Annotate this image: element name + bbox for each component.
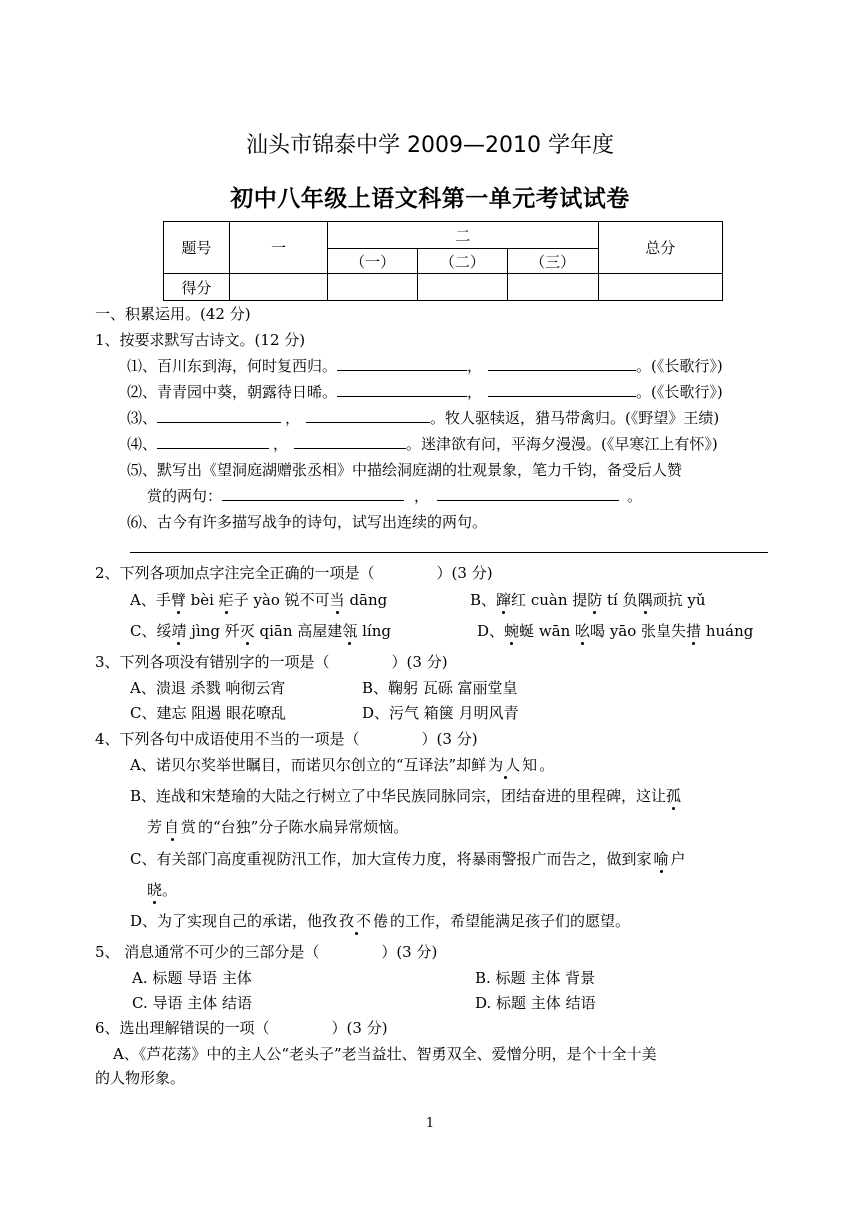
emphasized-text: 当 <box>329 591 345 609</box>
text-run: 4、下列各句中成语使用不当的一项是（ <box>95 730 360 748</box>
q1-item-6: ⑹、古今有许多描写战争的诗句，试写出连续的两句。 <box>127 513 488 531</box>
text-run: ）(3 分) <box>421 730 478 748</box>
text-run: ⑴、百川东到海，何时复西归。 <box>127 357 338 375</box>
q6-option-a-line1: A、《芦花荡》中的主人公“老头子”老当益壮、智勇双全、爱憎分明，是个十全十美 <box>113 1045 657 1063</box>
score-cell-part1[interactable] <box>229 274 328 301</box>
q3-option-b: B、鞠躬 瓦砾 富丽堂皇 <box>362 679 518 697</box>
q3-option-a: A、溃退 杀戮 响彻云宵 <box>130 679 286 697</box>
question-6-stem <box>95 1018 388 1038</box>
score-table-sub2: （二） <box>418 249 508 274</box>
answer-blank[interactable] <box>437 486 619 501</box>
question-1-stem: 1、按要求默写古诗文。(12 分) <box>95 331 306 349</box>
question-5-stem <box>95 942 437 962</box>
text-run: 。 <box>162 881 178 899</box>
q1-item-2 <box>127 382 723 402</box>
text-run: qiān 高屋建 <box>254 622 343 640</box>
q2-option-b <box>470 590 706 610</box>
q4-option-d <box>130 911 630 931</box>
text-run: 的“台独”分子陈水扁异常烦恼。 <box>198 818 409 836</box>
answer-blank[interactable] <box>488 382 636 397</box>
text-run: 3、下列各项没有错别字的一项是（ <box>95 653 330 671</box>
question-3-stem <box>95 652 448 672</box>
answer-blank[interactable] <box>306 408 430 423</box>
text-run: 赏的两句： <box>147 487 223 505</box>
emphasized-text: 芳自赏 <box>147 818 199 836</box>
text-run: 蜒 wān <box>519 622 576 640</box>
emphasized-text: 措 <box>686 622 702 640</box>
section-heading: 一、积累运用。(42 分) <box>95 305 251 323</box>
text-run: 顽抗 yǔ <box>652 591 706 609</box>
score-table-row-label: 得分 <box>164 274 230 301</box>
question-4-stem <box>95 729 478 749</box>
emphasized-text: 孤 <box>666 787 682 805</box>
answer-blank[interactable] <box>488 356 636 371</box>
exam-paper-title: 初中八年级上语文科第一单元考试试卷 <box>230 186 630 212</box>
text-run: ， <box>467 383 483 401</box>
score-cell-total[interactable] <box>598 274 722 301</box>
score-table-header-part1: 一 <box>229 222 328 274</box>
q4-option-a <box>130 755 554 775</box>
text-run: 子 yào 锐不可 <box>233 591 330 609</box>
text-run: A、诺贝尔奖举世瞩目，而诺贝尔创立的“互译法”却 <box>130 756 472 774</box>
page-number: 1 <box>425 1116 435 1131</box>
q2-option-c <box>130 621 391 641</box>
text-run: 。牧人驱犊返，猎马带禽归。(《野望》王绩) <box>430 409 720 427</box>
q1-item-5-line2 <box>147 486 642 506</box>
q5-option-a: A. 标题 导语 主体 <box>132 969 252 987</box>
q2-option-a <box>130 590 387 610</box>
emphasized-text: 臂 <box>170 591 186 609</box>
text-run: ⑶、 <box>127 409 158 427</box>
score-table-header-total: 总分 <box>598 222 722 274</box>
text-run: ， <box>285 409 301 427</box>
text-run: jìng 歼 <box>186 622 240 640</box>
text-run: 。(《长歌行》) <box>636 357 723 375</box>
q4-option-c-line1 <box>130 849 688 869</box>
text-run: C、绥 <box>130 622 172 640</box>
text-run: dāng <box>344 591 388 609</box>
text-run: ， <box>414 487 430 505</box>
emphasized-text: 吆 <box>575 622 591 640</box>
text-run: ， <box>467 357 483 375</box>
q5-option-b: B. 标题 主体 背景 <box>475 969 596 987</box>
answer-blank[interactable] <box>294 434 406 449</box>
emphasized-text: 鲜为人知 <box>471 756 540 774</box>
answer-blank[interactable] <box>337 356 467 371</box>
text-run: A、手 <box>130 591 171 609</box>
q3-option-c: C、建忘 阻遏 眼花嘹乱 <box>130 704 287 722</box>
q2-option-d <box>477 621 753 641</box>
text-run: ）(3 分) <box>436 564 493 582</box>
text-run: 。迷津欲有问，平海夕漫漫。(《早寒江上有怀》) <box>406 435 718 453</box>
text-run: bèi <box>185 591 219 609</box>
answer-blank[interactable] <box>157 434 269 449</box>
answer-blank[interactable] <box>337 382 467 397</box>
emphasized-text: 晓 <box>147 881 163 899</box>
q1-item-5-line1: ⑸、默写出《望洞庭湖赠张丞相》中描绘洞庭湖的壮观景象，笔力千钧，备受后人赞 <box>127 461 683 479</box>
text-run: 5、 消息通常不可少的三部分是（ <box>95 943 320 961</box>
emphasized-text: 隅 <box>637 591 653 609</box>
score-table-header-part2: 二 <box>328 222 598 249</box>
emphasized-text: 家喻户 <box>636 850 688 868</box>
text-run: B、 <box>470 591 497 609</box>
emphasized-text: 疟 <box>218 591 234 609</box>
text-run: ）(3 分) <box>331 1019 388 1037</box>
emphasized-text: 蜿 <box>504 622 520 640</box>
question-2-stem <box>95 563 493 583</box>
text-run: C、有关部门高度重视防汛工作，加大宣传力度，将暴雨警报广而告之，做到 <box>130 850 637 868</box>
text-run: 。 <box>627 487 643 505</box>
text-run: 2、下列各项加点字注完全正确的一项是（ <box>95 564 375 582</box>
q4-option-b-line2 <box>147 817 408 837</box>
text-run: 的工作，希望能满足孩子们的愿望。 <box>390 912 631 930</box>
score-table-header-number: 题号 <box>164 222 230 274</box>
exam-school-title: 汕头市锦泰中学 2009—2010 学年度 <box>246 133 614 158</box>
emphasized-text: 灭 <box>239 622 255 640</box>
score-table <box>163 221 723 301</box>
emphasized-text: 瓴 <box>342 622 358 640</box>
text-run: D、 <box>477 622 505 640</box>
q4-option-b-line1 <box>130 786 681 806</box>
q1-item-4 <box>127 434 718 454</box>
score-table-sub3: （三） <box>507 249 598 274</box>
answer-blank[interactable] <box>222 486 404 501</box>
text-run: líng <box>357 622 391 640</box>
q5-option-d: D. 标题 主体 结语 <box>475 994 596 1012</box>
text-run: ）(3 分) <box>381 943 438 961</box>
score-cell-sub1[interactable] <box>328 274 418 301</box>
text-run: ）(3 分) <box>391 653 448 671</box>
text-run: 。(《长歌行》) <box>636 383 723 401</box>
text-run: huáng <box>701 622 754 640</box>
text-run: B、连战和宋楚瑜的大陆之行树立了中华民族同脉同宗，团结奋进的里程碑，这让 <box>130 787 667 805</box>
text-run: ， <box>273 435 289 453</box>
emphasized-text: 蹿 <box>496 591 512 609</box>
q4-option-c-line2 <box>147 880 177 900</box>
text-run: tí 负 <box>602 591 638 609</box>
answer-blank[interactable] <box>157 408 281 423</box>
emphasized-text: 孜孜不倦 <box>322 912 391 930</box>
text-run: 6、选出理解错误的一项（ <box>95 1019 270 1037</box>
text-run: 。 <box>539 756 555 774</box>
emphasized-text: 防 <box>587 591 603 609</box>
q1-item-3 <box>127 408 719 428</box>
text-run: 红 cuàn 提 <box>511 591 588 609</box>
text-run: ⑵、青青园中葵，朝露待日晞。 <box>127 383 338 401</box>
score-cell-sub3[interactable] <box>507 274 598 301</box>
answer-line[interactable] <box>130 552 768 553</box>
q1-item-1 <box>127 356 723 376</box>
q6-option-a-line2: 的人物形象。 <box>95 1069 186 1087</box>
q3-option-d: D、污气 箱箧 月明风青 <box>362 704 519 722</box>
score-cell-sub2[interactable] <box>418 274 508 301</box>
text-run: D、为了实现自己的承诺，他 <box>130 912 323 930</box>
q5-option-c: C. 导语 主体 结语 <box>132 994 253 1012</box>
emphasized-text: 靖 <box>171 622 187 640</box>
text-run: ⑷、 <box>127 435 158 453</box>
score-table-sub1: （一） <box>328 249 418 274</box>
text-run: 喝 yāo 张皇失 <box>590 622 687 640</box>
